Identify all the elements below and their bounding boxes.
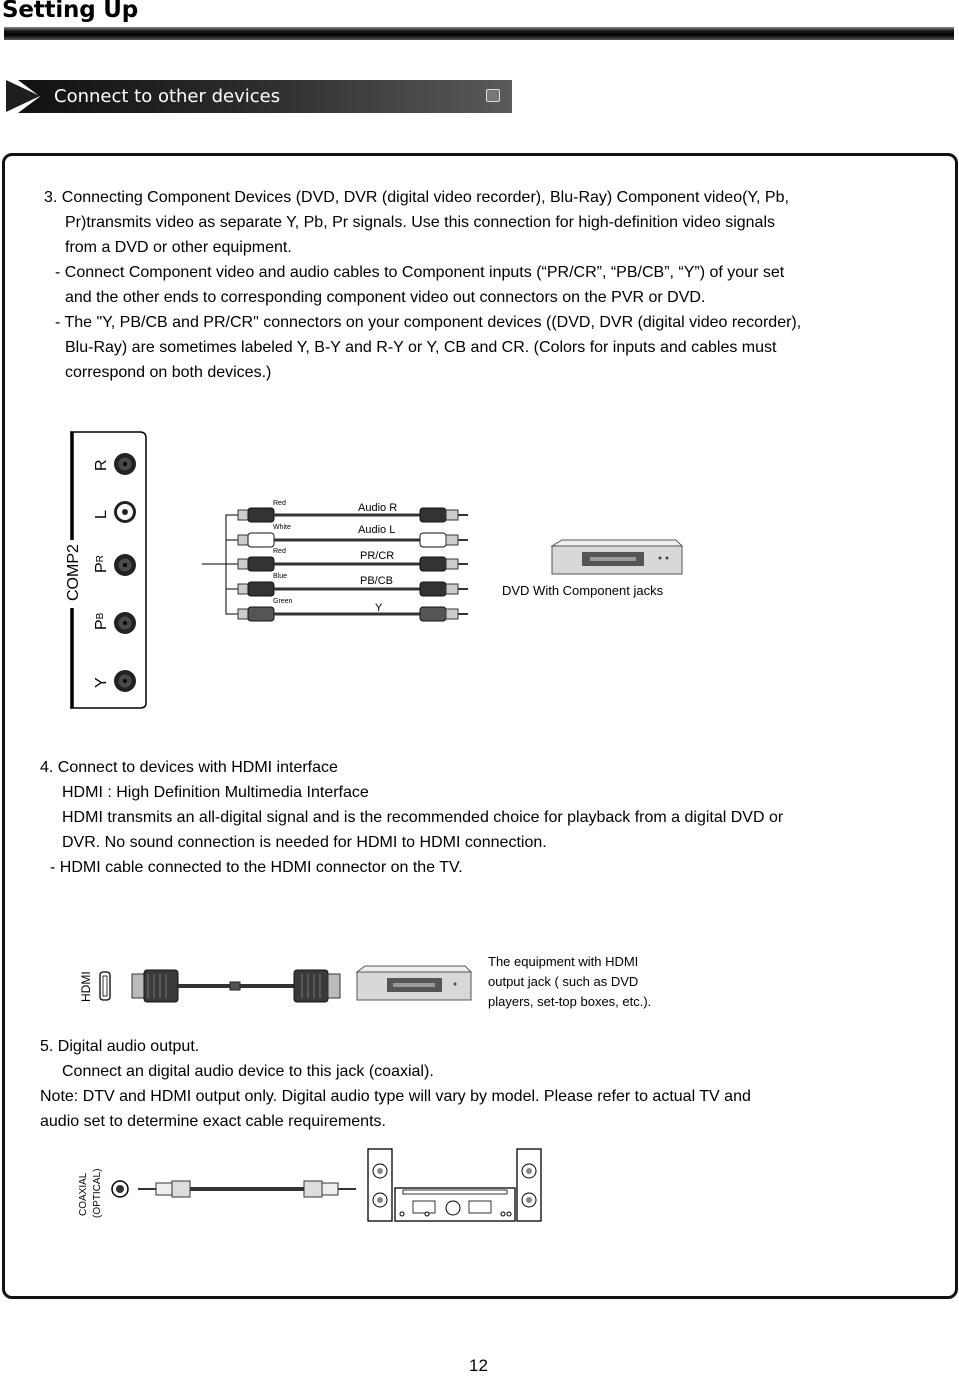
hdmi-port-label: HDMI (79, 971, 93, 1002)
optical-label: (OPTICAL) (92, 1168, 103, 1218)
hdmi-caption-line: output jack ( such as DVD (488, 974, 639, 989)
cable-row (238, 607, 468, 621)
component-cables (200, 495, 490, 625)
hdmi-line: HDMI transmits an all-digital signal and is the recommended choice for playback from a digital DVD or (62, 809, 784, 826)
hdmi-line: DVR. No sound connection is needed for HDMI to HDMI connection. (62, 834, 547, 851)
coaxial-port-and-cable (72, 1158, 367, 1222)
jack-label-pb: PB (93, 612, 110, 630)
jack-label-pr: PR (93, 555, 110, 573)
cable-color-red-1: Red (273, 500, 286, 507)
jack-label-r: R (93, 459, 110, 471)
component-line: correspond on both devices.) (65, 364, 272, 381)
hdmi-line: 4. Connect to devices with HDMI interface (40, 759, 338, 776)
component-jack-panel (60, 428, 152, 713)
component-line: Pr)transmits video as separate Y, Pb, Pr signals. Use this connection for high-definition video signals (65, 214, 775, 231)
jack-label-l: L (93, 510, 110, 519)
coaxial-label: COAXIAL (78, 1172, 89, 1216)
cable-signal-audio-r: Audio R (358, 502, 398, 514)
cable-color-red-2: Red (273, 548, 286, 555)
header-rule (4, 27, 954, 40)
cable-signal-audio-l: Audio L (358, 524, 396, 536)
section-title: Connect to other devices (54, 86, 281, 107)
cable-color-green: Green (273, 598, 293, 605)
hdmi-caption-line: players, set-top boxes, etc.). (488, 994, 652, 1009)
cable-color-white: White (273, 524, 291, 531)
hdmi-line: - HDMI cable connected to the HDMI connector on the TV. (50, 859, 463, 876)
hdmi-device-image (355, 962, 475, 1002)
component-line: from a DVD or other equipment. (65, 239, 292, 256)
cable-signal-pb-cb: PB/CB (360, 575, 394, 587)
audio-line: Connect an digital audio device to this jack (coaxial). (62, 1063, 434, 1080)
component-line: and the other ends to corresponding component video out connectors on the PVR or DVD. (65, 289, 706, 306)
comp2-label: COMP2 (65, 544, 82, 601)
component-line: 3. Connecting Component Devices (DVD, DVR (digital video recorder), Blu-Ray) Component video(Y, Pb, (44, 189, 789, 206)
cable-row (238, 533, 468, 547)
cable-signal-y: Y (375, 602, 383, 614)
page-title: Setting Up (2, 0, 139, 23)
cable-row (238, 582, 468, 596)
hdmi-caption-line: The equipment with HDMI (488, 954, 639, 969)
audio-line: Note: DTV and HDMI output only. Digital audio type will vary by model. Please refer to actual TV and (40, 1088, 751, 1105)
component-line: Blu-Ray) are sometimes labeled Y, B-Y and R-Y or Y, CB and CR. (Colors for inputs and cables must (65, 339, 777, 356)
dvd-caption: DVD With Component jacks (502, 583, 664, 598)
page-header (0, 0, 959, 42)
cable-row (238, 557, 468, 571)
jack-label-y: Y (93, 677, 110, 688)
cable-color-blue: Blue (273, 573, 288, 580)
audio-system-image (365, 1146, 545, 1226)
cable-audio-r (226, 515, 238, 589)
page-number: 12 (469, 1356, 488, 1375)
hdmi-device-caption (488, 952, 651, 1012)
section-banner (6, 78, 514, 115)
component-line: - Connect Component video and audio cables to Component inputs (“PR/CR”, “PB/CB”, “Y”) of your set (55, 264, 785, 281)
banner-square-icon (486, 89, 500, 102)
cable-signal-pr-cr: PR/CR (360, 550, 395, 562)
audio-line: 5. Digital audio output. (40, 1038, 200, 1055)
dvd-player-image (550, 538, 690, 578)
cable-row (238, 508, 468, 522)
audio-line: audio set to determine exact cable requirements. (40, 1113, 386, 1130)
hdmi-port-and-cable (72, 962, 357, 1012)
component-line: - The "Y, PB/CB and PR/CR" connectors on your component devices ((DVD, DVR (digital video recorder), (55, 314, 802, 331)
hdmi-line: HDMI : High Definition Multimedia Interface (62, 784, 369, 801)
